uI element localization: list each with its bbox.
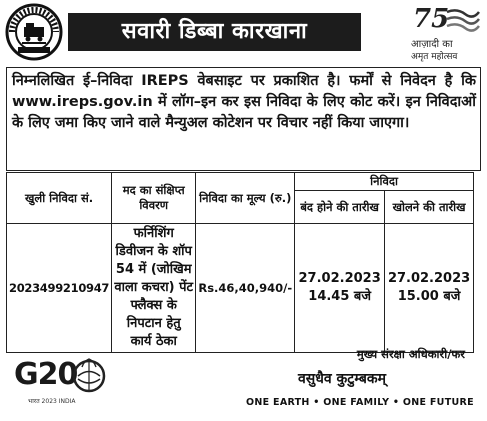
header-tender-group: निविदा — [295, 173, 474, 191]
motto: वसुधैव कुटुम्बकम् — [298, 371, 386, 387]
closing-time: 14.45 बजे — [308, 289, 371, 304]
tender-value: Rs.46,40,940/- — [196, 224, 295, 353]
tender-table — [6, 172, 474, 353]
header-tender-no: खुली निविदा सं. — [7, 173, 112, 224]
closing-date: 27.02.2023 — [298, 271, 381, 286]
opening-datetime — [385, 224, 474, 353]
table-header-row — [7, 173, 474, 191]
closing-datetime — [295, 224, 385, 353]
tagline: ONE EARTH • ONE FAMILY • ONE FUTURE — [246, 397, 474, 408]
header-opening-date: खोलने की तारीख — [385, 191, 474, 224]
header-description: मद का संक्षिप्त विवरण — [112, 173, 196, 224]
g20-logo — [14, 357, 110, 413]
table-row — [7, 224, 474, 353]
signatory: मुख्य संरक्षा अधिकारी/फर — [356, 347, 465, 361]
g20-subtext: भारत 2023 INDIA — [28, 398, 76, 405]
azadi-line1: आज़ादी का — [411, 39, 453, 50]
azadi-ka-amrit-mahotsav-logo — [405, 4, 483, 62]
footer — [0, 345, 487, 421]
header-closing-date: बंद होने की तारीख — [295, 191, 385, 224]
page-title: सवारी डिब्बा कारखाना — [68, 13, 361, 51]
notice-text: निम्नलिखित ई–निविदा IREPS वेबसाइट पर प्रकाशित है। फर्मों से निवेदन है कि www.ireps.gov.in में लॉग–इन कर इस निविदा के लिए कोट करें। इन निविदाओं के लिए जमा किए जाने वाले मैन्युअल कोटेशन पर विचार नहीं किया जाएगा। — [6, 67, 481, 171]
header-value: निविदा का मूल्य (रु.) — [196, 173, 295, 224]
flag-icon — [445, 8, 481, 34]
opening-time: 15.00 बजे — [397, 289, 461, 304]
tender-description: फर्निशिंग डिवीजन के शॉप 54 में (जोखिम वाला कचरा) पेंट फ्लैक्स के निपटान हेतु कार्य ठेका — [112, 224, 196, 353]
opening-date: 27.02.2023 — [387, 271, 471, 286]
azadi-number: 75 — [413, 4, 450, 34]
railway-emblem-icon — [4, 3, 64, 61]
tender-number: 2023499210947 — [7, 224, 112, 353]
g20-label: G20 — [14, 357, 78, 392]
lotus-globe-icon — [70, 357, 108, 395]
azadi-line2: अमृत महोत्सव — [411, 52, 458, 62]
header — [0, 0, 487, 64]
